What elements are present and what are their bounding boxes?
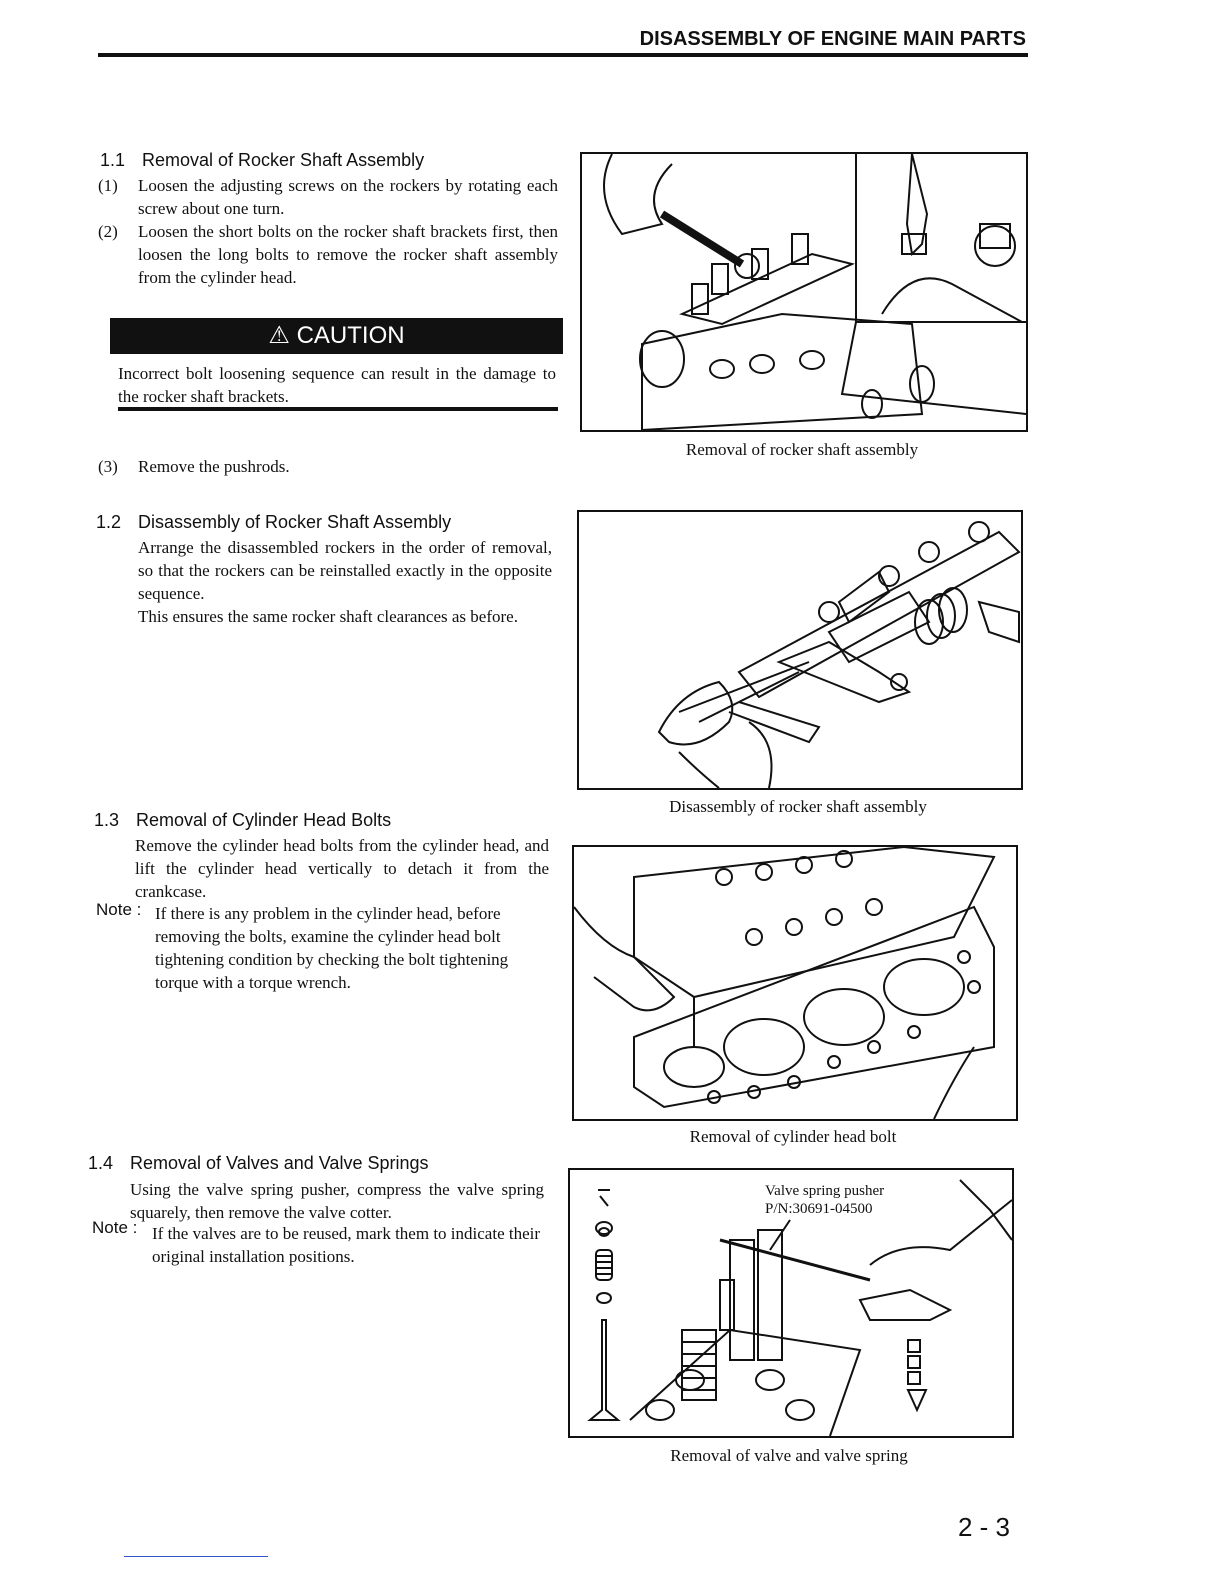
section-title: Removal of Valves and Valve Springs (130, 1153, 429, 1173)
section-1-2-heading (96, 512, 451, 533)
section-1-3-note: If there is any problem in the cylinder head, before removing the bolts, examine the cylinder head bolt tightening condition by checking the bolt tightening torque with a torque wrench. (155, 904, 509, 992)
section-number: 1.4 (88, 1153, 114, 1173)
section-1-3-heading (94, 810, 391, 831)
section-title: Disassembly of Rocker Shaft Assembly (138, 512, 452, 532)
section-1-4-heading (88, 1153, 429, 1174)
step-3 (98, 455, 560, 479)
figure-caption: Removal of valve and valve spring (670, 1446, 908, 1465)
rocker-shaft-disassembly-illustration (579, 512, 1021, 788)
caution-banner (110, 318, 563, 354)
section-title: Removal of Rocker Shaft Assembly (142, 150, 425, 170)
page-header-title: DISASSEMBLY OF ENGINE MAIN PARTS (639, 28, 1026, 50)
step-1 (98, 174, 560, 220)
tool-label (765, 1182, 884, 1218)
step-number: (3) (98, 457, 118, 476)
rocker-shaft-removal-illustration (582, 154, 1026, 430)
caution-text: Incorrect bolt loosening sequence can result in the damage to the rocker shaft brackets. (118, 364, 556, 406)
section-1-1-heading (100, 150, 424, 171)
section-number: 1.1 (100, 150, 126, 170)
cylinder-head-bolt-illustration (574, 847, 1016, 1119)
caution-label: CAUTION (296, 322, 405, 349)
figure-rocker-shaft-removal (580, 152, 1028, 432)
step-text: Loosen the short bolts on the rocker shaft brackets first, then loosen the long bolts to remove the rocker shaft assembly from the cylinder head. (138, 222, 558, 287)
note-label: Note : (96, 900, 142, 919)
figure-caption: Removal of cylinder head bolt (689, 1127, 897, 1146)
section-1-2-body-2: This ensures the same rocker shaft clearances as before. (138, 607, 518, 626)
figure-valve-spring (568, 1168, 1014, 1438)
section-title: Removal of Cylinder Head Bolts (136, 810, 392, 830)
figure-caption: Disassembly of rocker shaft assembly (669, 797, 927, 816)
section-1-4-body: Using the valve spring pusher, compress the valve spring squarely, then remove the valve cotter. (130, 1180, 544, 1222)
footer-rule (124, 1556, 268, 1557)
step-text: Remove the pushrods. (138, 457, 290, 476)
section-1-4-note: If the valves are to be reused, mark them to indicate their original installation positions. (152, 1224, 541, 1266)
header-rule (98, 53, 1028, 57)
note-label: Note : (92, 1218, 138, 1237)
figure-cylinder-head-bolt (572, 845, 1018, 1121)
figure-rocker-shaft-disassembly (577, 510, 1023, 790)
page-number: 2 - 3 (957, 1512, 1010, 1542)
step-2 (98, 220, 560, 290)
tool-part-number: P/N:30691-04500 (765, 1201, 873, 1217)
section-1-2-body: Arrange the disassembled rockers in the order of removal, so that the rockers can be reinstalled exactly in the opposite sequence. (138, 538, 552, 603)
warning-triangle-icon: ⚠ (268, 322, 290, 349)
tool-name: Valve spring pusher (765, 1183, 885, 1199)
section-number: 1.3 (94, 810, 120, 830)
step-number: (2) (98, 222, 118, 241)
section-1-3-body: Remove the cylinder head bolts from the cylinder head, and lift the cylinder head vertically to detach it from the crankcase. (135, 836, 549, 901)
step-number: (1) (98, 176, 118, 195)
section-number: 1.2 (96, 512, 122, 532)
figure-caption: Removal of rocker shaft assembly (685, 440, 919, 459)
caution-rule (118, 407, 558, 411)
step-text: Loosen the adjusting screws on the rockers by rotating each screw about one turn. (138, 176, 558, 218)
